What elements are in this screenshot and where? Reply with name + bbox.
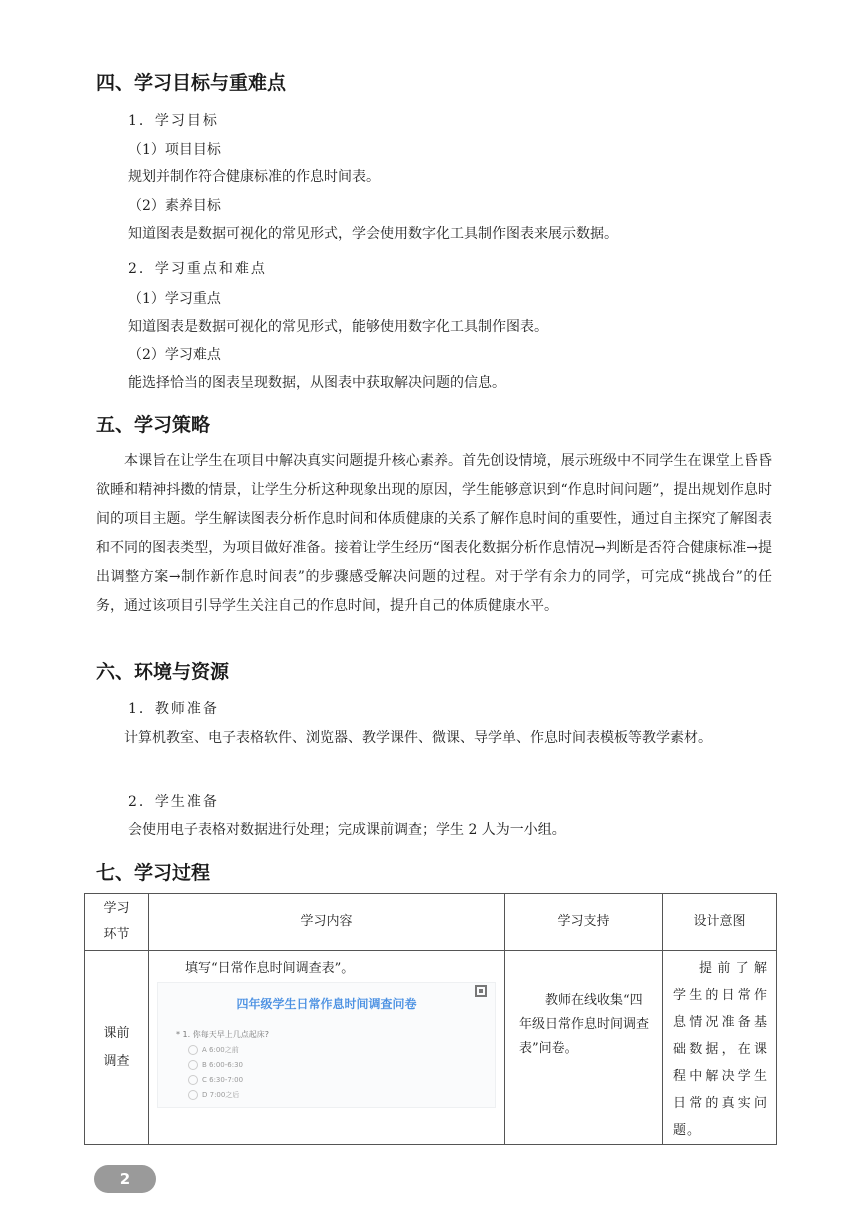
teacher-prep-heading: 1．教师准备 bbox=[128, 701, 219, 717]
intent-cell: 提前了解学生的日常作息情况准备基础数据，在课程中解决学生日常的真实问题。 bbox=[663, 951, 777, 1145]
support-cell: 教师在线收集“四年级日常作息时间调查表”问卷。 bbox=[505, 951, 663, 1145]
section-7-title: 七、学习过程 bbox=[96, 862, 211, 884]
survey-title: 四年级学生日常作息时间调查问卷 bbox=[236, 997, 417, 1011]
project-goal-text: 规划并制作符合健康标准的作息时间表。 bbox=[128, 169, 380, 185]
table-header-row bbox=[85, 894, 777, 951]
learning-process-table bbox=[84, 893, 777, 1145]
header-support: 学习支持 bbox=[505, 894, 663, 951]
table-row bbox=[85, 951, 777, 1145]
survey-question: * 1. 你每天早上几点起床? bbox=[176, 1030, 269, 1039]
survey-option: B 6:00-6:30 bbox=[188, 1060, 243, 1070]
content-text: 填写“日常作息时间调查表”。 bbox=[185, 961, 355, 976]
survey-option: D 7:00之后 bbox=[188, 1090, 239, 1100]
header-intent: 设计意图 bbox=[663, 894, 777, 951]
header-content: 学习内容 bbox=[149, 894, 505, 951]
difficulty-label: （2）学习难点 bbox=[128, 347, 221, 363]
survey-option: C 6:30-7:00 bbox=[188, 1075, 243, 1085]
header-stage: 学习环节 bbox=[85, 894, 149, 951]
literacy-goal-text: 知道图表是数据可视化的常见形式，学会使用数字化工具制作图表来展示数据。 bbox=[128, 226, 618, 242]
content-cell bbox=[149, 951, 505, 1145]
focus-label: （1）学习重点 bbox=[128, 291, 221, 307]
focus-text: 知道图表是数据可视化的常见形式，能够使用数字化工具制作图表。 bbox=[128, 319, 548, 335]
student-prep-heading: 2．学生准备 bbox=[128, 794, 219, 810]
teacher-prep-text: 计算机教室、电子表格软件、浏览器、教学课件、微课、导学单、作息时间表模板等教学素材。 bbox=[124, 730, 712, 746]
keypoints-heading: 2．学习重点和难点 bbox=[128, 261, 267, 277]
strategy-paragraph: 本课旨在让学生在项目中解决真实问题提升核心素养。首先创设情境，展示班级中不同学生在课堂上昏昏欲睡和精神抖擞的情景，让学生分析这种现象出现的原因，学生能够意识到“作息时间问题”，提出规划作息时间的项目主题。学生解读图表分析作息时间和体质健康的关系了解作息时间的重要性，通过自主探究了解图表和不同的图表类型，为项目做好准备。接着让学生经历“图表化数据分析作息情况→判断是否符合健康标准→提出调整方案→制作新作息时间表”的步骤感受解决问题的过程。对于学有余力的同学，可完成“挑战台”的任务，通过该项目引导学生关注自己的作息时间，提升自己的体质健康水平。 bbox=[96, 453, 772, 614]
difficulty-text: 能选择恰当的图表呈现数据，从图表中获取解决问题的信息。 bbox=[128, 375, 506, 391]
literacy-goal-label: （2）素养目标 bbox=[128, 198, 221, 214]
project-goal-label: （1）项目目标 bbox=[128, 142, 221, 158]
stage-cell: 课前调查 bbox=[85, 951, 149, 1145]
survey-screenshot bbox=[157, 982, 496, 1108]
page-number-badge: 2 bbox=[94, 1165, 156, 1193]
survey-option: A 6:00之前 bbox=[188, 1045, 239, 1055]
section-4-title: 四、学习目标与重难点 bbox=[96, 72, 287, 94]
goals-heading: 1．学习目标 bbox=[128, 113, 219, 129]
student-prep-text: 会使用电子表格对数据进行处理；完成课前调查；学生 2 人为一小组。 bbox=[128, 822, 566, 838]
section-6-title: 六、环境与资源 bbox=[96, 661, 230, 683]
section-5-title: 五、学习策略 bbox=[96, 414, 211, 436]
